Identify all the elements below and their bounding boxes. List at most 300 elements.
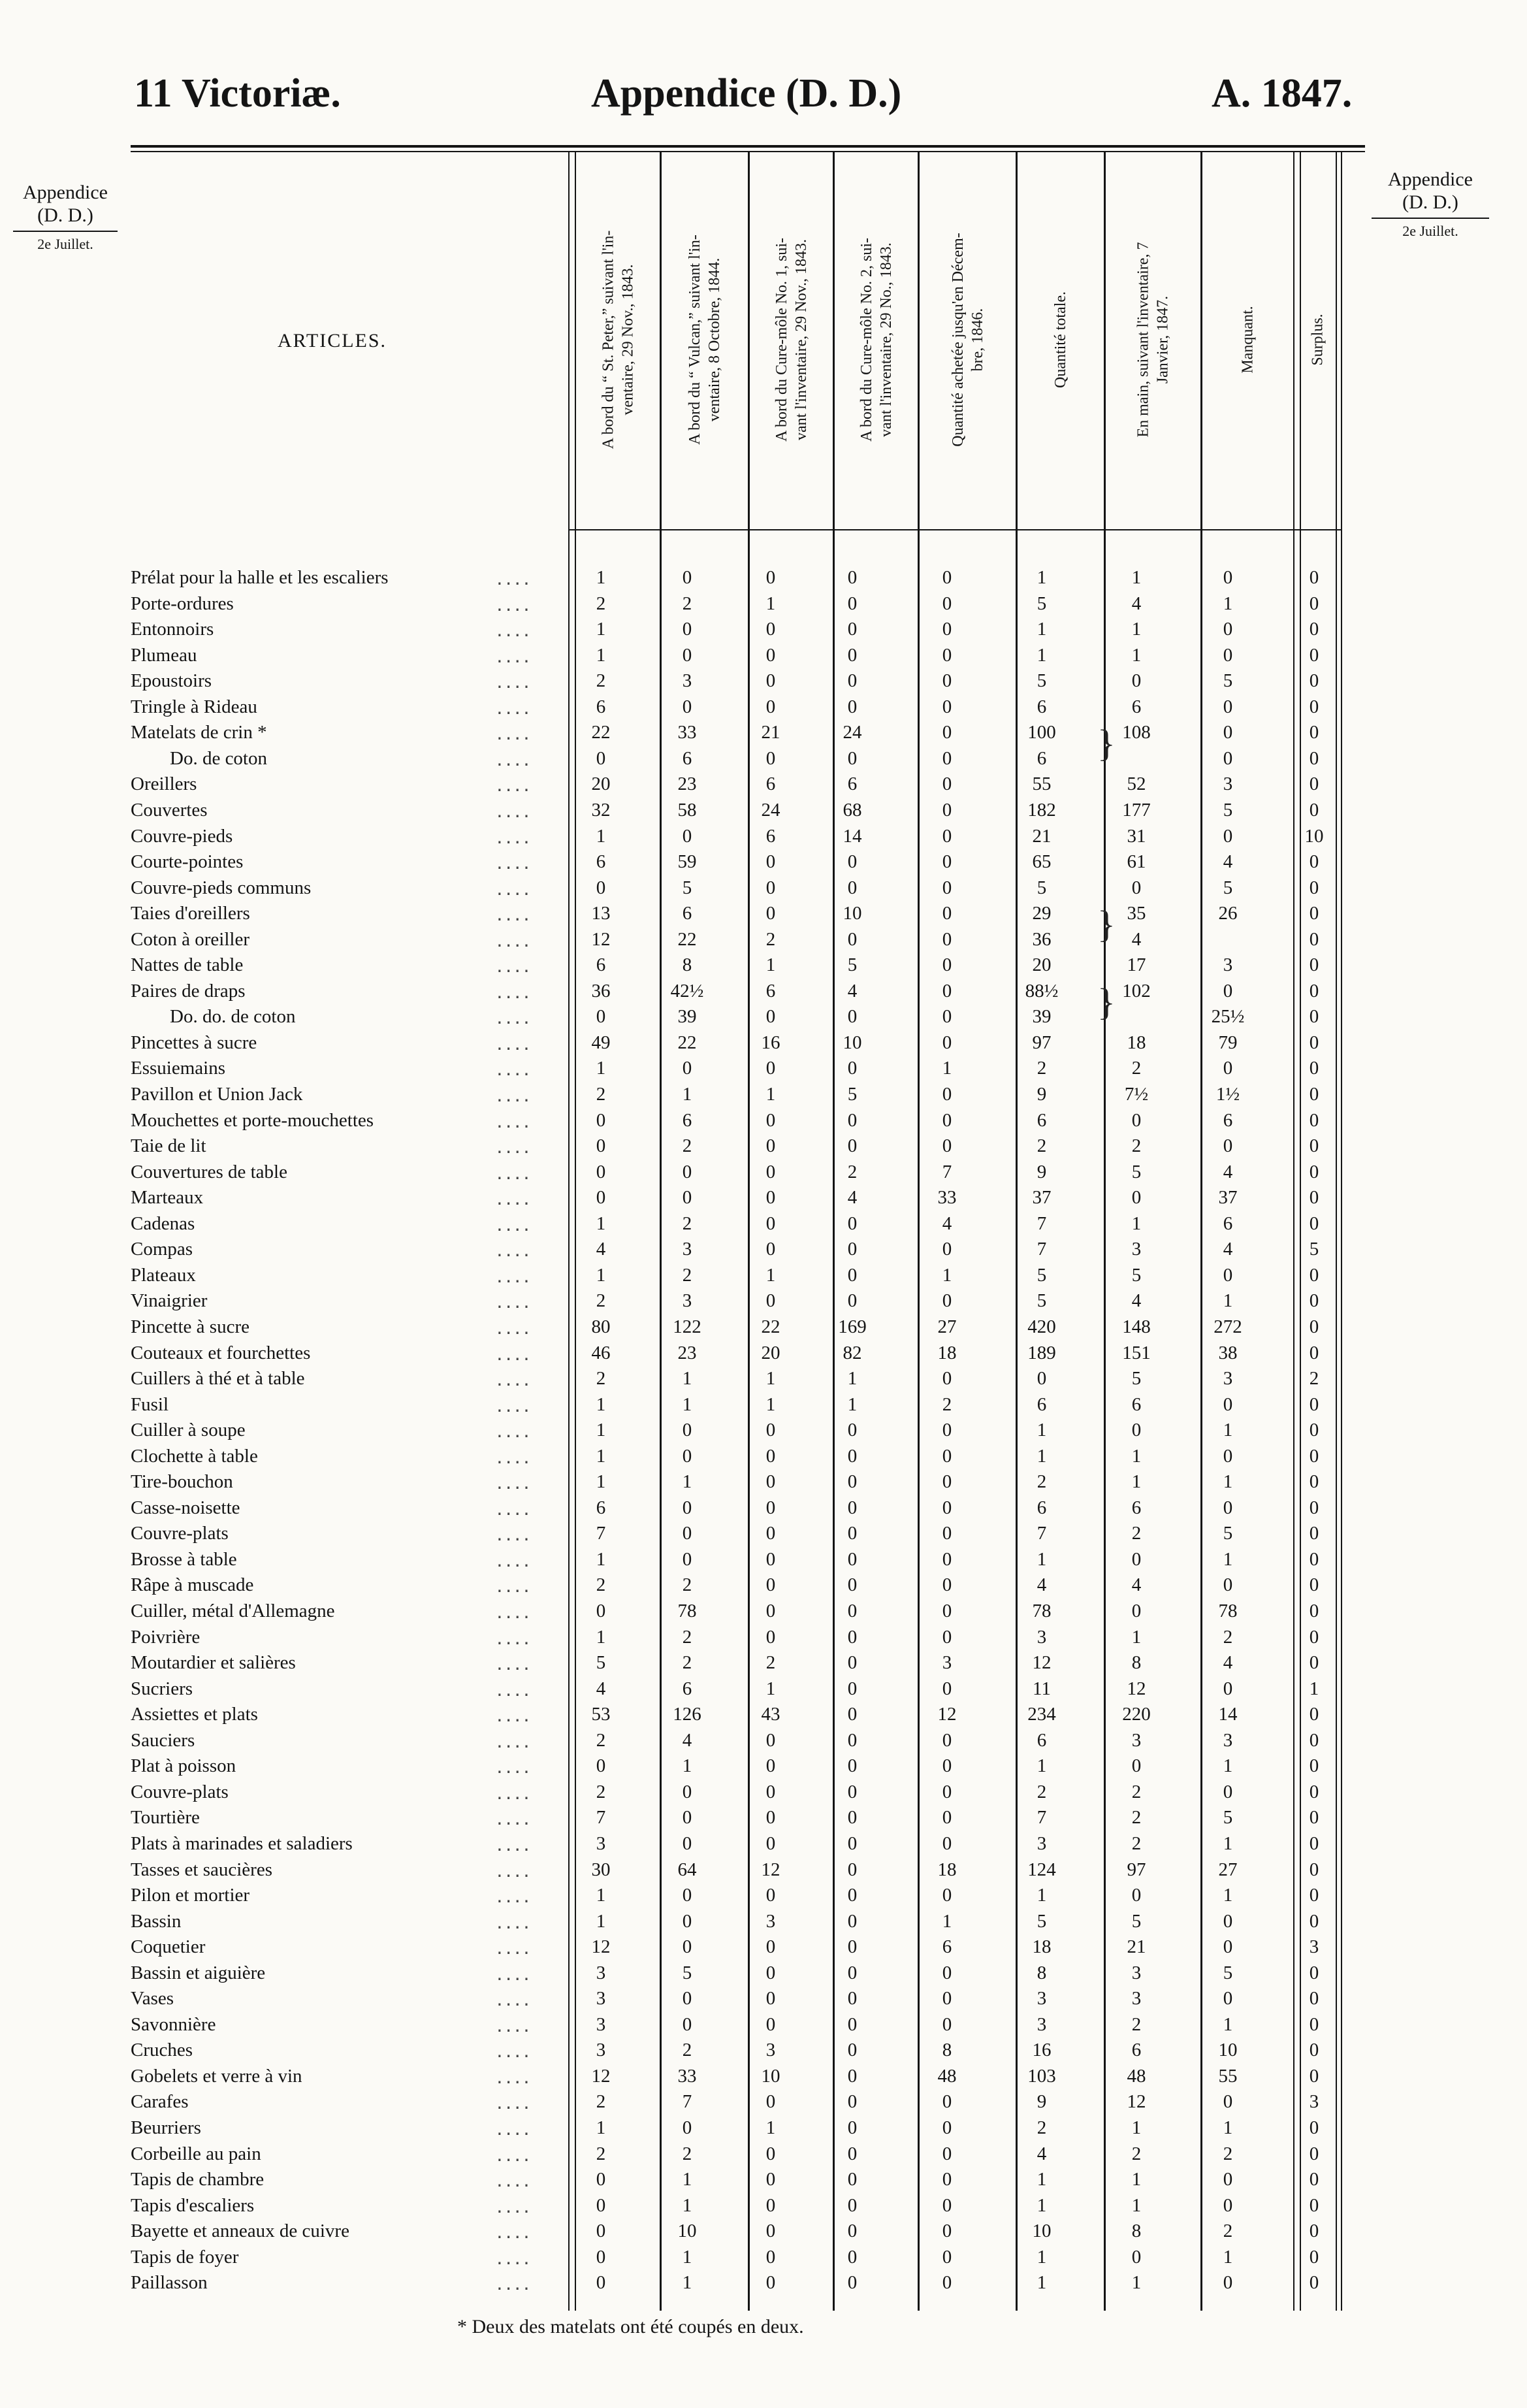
value-cell: 0	[765, 1936, 776, 1958]
dot-leader: ․․․․	[496, 1576, 532, 1597]
value-cell: 3	[682, 1239, 692, 1260]
value-cell: 2	[1131, 1781, 1142, 1802]
value-cell: 0	[1223, 1445, 1233, 1467]
value-cell: 0	[1309, 903, 1319, 924]
value-cell: 5	[1223, 799, 1233, 821]
value-cell: 0	[847, 1704, 858, 1725]
article-name: Courte-pointes	[131, 851, 244, 873]
value-cell: 2	[1037, 1471, 1047, 1493]
table-row	[131, 1420, 1372, 1446]
value-cell: 0	[765, 1109, 776, 1131]
value-cell: 2	[1223, 2143, 1233, 2164]
value-cell: 24	[761, 799, 780, 821]
value-cell: 0	[847, 1910, 858, 1932]
column-header: A bord du Cure-môle No. 2, sui- vant l'inventaire, 29 No., 1843.	[858, 238, 895, 442]
dot-leader: ․․․․	[496, 1343, 532, 1365]
value-cell: 0	[847, 1729, 858, 1751]
value-cell: 0	[847, 1936, 858, 1958]
value-cell: 0	[847, 1548, 858, 1570]
value-cell: 0	[847, 1755, 858, 1777]
value-cell: 0	[596, 2194, 606, 2216]
value-cell: 0	[1309, 2272, 1319, 2294]
value-cell: 4	[847, 1187, 858, 1209]
value-cell: 1	[942, 1264, 952, 1286]
value-cell: 10	[677, 2221, 697, 2242]
value-cell: 0	[942, 1497, 952, 1518]
value-cell: 5	[1223, 670, 1233, 692]
value-cell: 2	[596, 1084, 606, 1105]
value-cell: 12	[1127, 2091, 1146, 2113]
value-cell: 1	[1223, 593, 1233, 614]
value-cell: 1	[596, 1471, 606, 1493]
article-name: Do. de coton	[170, 747, 267, 769]
table-row	[131, 645, 1372, 671]
value-cell: 6	[765, 980, 776, 1001]
article-name: Vinaigrier	[131, 1290, 208, 1312]
table-row	[131, 1730, 1372, 1756]
dot-leader: ․․․․	[496, 1886, 532, 1908]
value-cell: 3	[1037, 1832, 1047, 1854]
value-cell: 12	[591, 928, 611, 950]
table-row	[131, 2143, 1372, 2170]
value-cell: 0	[942, 1626, 952, 1648]
article-name: Râpe à muscade	[131, 1574, 254, 1596]
value-cell: 0	[1309, 1264, 1319, 1286]
value-cell: 0	[765, 1574, 776, 1596]
value-cell: 0	[1309, 1032, 1319, 1053]
value-cell: 6	[1223, 1212, 1233, 1234]
value-cell: 4	[847, 980, 858, 1001]
article-name: Coquetier	[131, 1936, 206, 1958]
value-cell: 12	[591, 1936, 611, 1958]
value-cell: 1	[1131, 567, 1142, 588]
value-cell: 0	[847, 928, 858, 950]
value-cell: 0	[1309, 2194, 1319, 2216]
dot-leader: ․․․․	[496, 2119, 532, 2140]
article-name: Carafes	[131, 2091, 189, 2113]
value-cell: 8	[1037, 1962, 1047, 1983]
article-name: Essuiemains	[131, 1058, 225, 1079]
table-row	[131, 748, 1372, 774]
value-cell: 6	[596, 696, 606, 717]
value-cell: 1	[596, 1910, 606, 1932]
value-cell: 0	[847, 2143, 858, 2164]
value-cell: 2	[682, 2143, 692, 2164]
value-cell: 27	[937, 1316, 957, 1337]
value-cell: 1	[1223, 1290, 1233, 1312]
table-row	[131, 670, 1372, 696]
value-cell: 0	[847, 1807, 858, 1829]
value-cell: 18	[1032, 1936, 1052, 1958]
dot-leader: ․․․․	[496, 697, 532, 719]
value-cell: 6	[942, 1936, 952, 1958]
value-cell: 21	[1032, 825, 1052, 847]
value-cell: 4	[1223, 1239, 1233, 1260]
article-name: Do. do. de coton	[170, 1006, 296, 1028]
header-year: A. 1847.	[1212, 71, 1353, 116]
value-cell: 7½	[1124, 1084, 1149, 1105]
value-cell: 2	[1131, 1832, 1142, 1854]
value-cell: 0	[765, 1523, 776, 1544]
article-name: Plat à poisson	[131, 1755, 236, 1777]
value-cell: 3	[1223, 1368, 1233, 1390]
value-cell: 39	[677, 1006, 697, 1028]
value-cell: 0	[682, 619, 692, 640]
dot-leader: ․․․․	[496, 723, 532, 745]
value-cell: 0	[1309, 1832, 1319, 1854]
value-cell: 0	[942, 2091, 952, 2113]
dot-leader: ․․․․	[496, 1059, 532, 1081]
value-cell: 0	[847, 696, 858, 717]
value-cell: 0	[847, 1135, 858, 1157]
table-row	[131, 696, 1372, 723]
value-cell: 1	[596, 1548, 606, 1570]
value-cell: 0	[1309, 1755, 1319, 1777]
value-cell: 0	[1131, 1885, 1142, 1906]
dot-leader: ․․․․	[496, 1938, 532, 1959]
value-cell: 0	[1223, 2169, 1233, 2190]
value-cell: 5	[1223, 1523, 1233, 1544]
value-cell: 0	[942, 747, 952, 769]
value-cell: 1	[596, 1445, 606, 1467]
value-cell: 0	[1131, 877, 1142, 898]
value-cell: 8	[1131, 2221, 1142, 2242]
value-cell: 0	[942, 1368, 952, 1390]
value-cell: 0	[847, 1601, 858, 1621]
value-cell: 5	[1037, 1290, 1047, 1312]
value-cell: 3	[1037, 1988, 1047, 2009]
value-cell: 36	[591, 980, 611, 1001]
value-cell: 58	[677, 799, 697, 821]
value-cell: 1	[596, 1212, 606, 1234]
value-cell: 10	[843, 903, 862, 924]
value-cell: 4	[1223, 1652, 1233, 1674]
value-cell: 3	[1037, 2013, 1047, 2035]
dot-leader: ․․․․	[496, 594, 532, 615]
value-cell: 97	[1127, 1859, 1146, 1880]
table-row	[131, 954, 1372, 981]
value-cell: 0	[765, 1290, 776, 1312]
value-cell: 55	[1032, 773, 1052, 795]
value-cell: 65	[1032, 851, 1052, 873]
dot-leader: ․․․․	[496, 775, 532, 796]
value-cell: 1	[1131, 2169, 1142, 2190]
table-row	[131, 1006, 1372, 1032]
article-name: Plats à marinades et saladiers	[131, 1832, 353, 1854]
value-cell: 3	[1309, 1936, 1319, 1958]
value-cell: 2	[682, 2040, 692, 2061]
dot-leader: ․․․․	[496, 1731, 532, 1752]
table-row	[131, 1213, 1372, 1239]
column-header: Quantité achetée jusqu'en Décem- bre, 1846.	[949, 233, 986, 447]
value-cell: 0	[847, 1239, 858, 1260]
value-cell: 3	[596, 2013, 606, 2035]
value-cell: 0	[765, 2246, 776, 2268]
value-cell: 12	[937, 1704, 957, 1725]
value-cell: 0	[1309, 2246, 1319, 2268]
value-cell: 0	[596, 2246, 606, 2268]
value-cell: 126	[673, 1704, 701, 1725]
value-cell: 272	[1214, 1316, 1242, 1337]
value-cell: 20	[591, 773, 611, 795]
value-cell: 24	[843, 722, 862, 743]
value-cell: 1	[682, 1368, 692, 1390]
value-cell: 0	[847, 593, 858, 614]
article-name: Clochette à table	[131, 1445, 258, 1467]
dot-leader: ․․․․	[496, 1834, 532, 1855]
dot-leader: ․․․․	[496, 1137, 532, 1158]
dot-leader: ․․․․	[496, 1188, 532, 1210]
value-cell: 61	[1127, 851, 1146, 873]
value-cell: 0	[1309, 2040, 1319, 2061]
value-cell: 1	[1037, 619, 1047, 640]
dot-leader: ․․․․	[496, 1292, 532, 1313]
value-cell: 0	[765, 2143, 776, 2164]
value-cell: 0	[1309, 567, 1319, 588]
value-cell: 0	[1223, 1135, 1233, 1157]
value-cell: 0	[942, 1420, 952, 1441]
value-cell: 22	[677, 928, 697, 950]
value-cell: 1	[1223, 1755, 1233, 1777]
value-cell: 1	[1223, 1420, 1233, 1441]
value-cell: 0	[942, 696, 952, 717]
left-margin-subtitle: (D. D.)	[37, 204, 93, 226]
value-cell: 1	[1037, 644, 1047, 666]
value-cell: 151	[1122, 1342, 1151, 1363]
value-cell: 42½	[670, 980, 704, 1001]
value-cell: 2	[682, 1574, 692, 1596]
value-cell: 1	[765, 1678, 776, 1699]
value-cell: 0	[1309, 1109, 1319, 1131]
table-row	[131, 2066, 1372, 2092]
value-cell: 0	[1309, 2143, 1319, 2164]
value-cell: 100	[1027, 722, 1056, 743]
value-cell: 2	[1131, 1807, 1142, 1829]
dot-leader: ․․․․	[496, 1162, 532, 1184]
table-row	[131, 2040, 1372, 2066]
value-cell: 7	[942, 1161, 952, 1182]
value-cell: 23	[677, 1342, 697, 1363]
right-margin-date: 2e Juillet.	[1402, 223, 1458, 239]
value-cell: 9	[1037, 1161, 1047, 1182]
value-cell: 0	[847, 1445, 858, 1467]
value-cell: 78	[677, 1601, 697, 1621]
value-cell: 0	[1309, 747, 1319, 769]
value-cell: 0	[942, 2221, 952, 2242]
value-cell: 0	[1309, 696, 1319, 717]
value-cell: 7	[682, 2091, 692, 2113]
table-row	[131, 722, 1372, 748]
value-cell: 0	[1309, 1781, 1319, 1802]
value-cell: 0	[942, 2272, 952, 2294]
value-cell: 1	[942, 1058, 952, 1079]
value-cell: 0	[765, 1212, 776, 1234]
value-cell: 5	[596, 1652, 606, 1674]
value-cell: 1	[1131, 1212, 1142, 1234]
value-cell: 0	[847, 567, 858, 588]
value-cell: 0	[682, 1832, 692, 1854]
value-cell: 33	[677, 722, 697, 743]
value-cell: 1	[1037, 1445, 1047, 1467]
value-cell: 2	[1131, 1135, 1142, 1157]
table-row	[131, 1316, 1372, 1342]
value-cell: 1	[596, 825, 606, 847]
value-cell: 43	[761, 1704, 780, 1725]
dot-leader: ․․․․	[496, 1369, 532, 1391]
value-cell: 0	[1309, 1393, 1319, 1415]
dot-leader: ․․․․	[496, 2170, 532, 2192]
table-row	[131, 1574, 1372, 1601]
dot-leader: ․․․․	[496, 1498, 532, 1520]
value-cell: 0	[596, 1187, 606, 1209]
table-row	[131, 1110, 1372, 1136]
dot-leader: ․․․․	[496, 878, 532, 900]
value-cell: 20	[761, 1342, 780, 1363]
value-cell: 0	[765, 2272, 776, 2294]
value-cell: 0	[942, 903, 952, 924]
value-cell: 0	[847, 1781, 858, 1802]
value-cell: 8	[1131, 1652, 1142, 1674]
value-cell: 0	[682, 1445, 692, 1467]
value-cell: 2	[596, 1781, 606, 1802]
value-cell: 0	[1309, 980, 1319, 1001]
value-cell: 0	[942, 1239, 952, 1260]
value-cell: 2	[682, 1212, 692, 1234]
value-cell: 7	[596, 1807, 606, 1829]
article-name: Oreillers	[131, 773, 197, 795]
table-row	[131, 1885, 1372, 1911]
value-cell: 7	[596, 1523, 606, 1544]
value-cell: 0	[847, 1523, 858, 1544]
value-cell: 35	[1127, 903, 1146, 924]
value-cell: 2	[596, 1368, 606, 1390]
value-cell: 1	[596, 1885, 606, 1906]
value-cell: 0	[1309, 644, 1319, 666]
table-row	[131, 773, 1372, 800]
dot-leader: ․․․․	[496, 749, 532, 770]
dot-leader: ․․․․	[496, 956, 532, 977]
value-cell: 1	[682, 2246, 692, 2268]
column-header: A bord du “ St. Peter,” suivant l'in- ventaire, 29 Nov., 1843.	[600, 230, 637, 449]
value-cell: 0	[1037, 1368, 1047, 1390]
value-cell: 3	[765, 2040, 776, 2061]
value-cell: 6	[847, 773, 858, 795]
value-cell: 0	[942, 722, 952, 743]
dot-leader: ․․․․	[496, 1421, 532, 1442]
value-cell: 0	[1309, 1548, 1319, 1570]
value-cell: 27	[1218, 1859, 1238, 1880]
value-cell: 1	[682, 1084, 692, 1105]
value-cell: 1	[765, 2117, 776, 2138]
value-cell: 0	[596, 877, 606, 898]
value-cell: 0	[847, 1058, 858, 1079]
value-cell: 1	[765, 593, 776, 614]
value-cell: 8	[942, 2040, 952, 2061]
value-cell: 0	[765, 1962, 776, 1983]
column-header: A bord du Cure-môle No. 1, sui- vant l'inventaire, 29 Nov., 1843.	[773, 238, 810, 442]
article-name: Couvre-pieds communs	[131, 877, 312, 898]
value-cell: 1	[765, 1264, 776, 1286]
value-cell: 0	[765, 619, 776, 640]
table-row	[131, 1032, 1372, 1058]
value-cell: 1	[1223, 2117, 1233, 2138]
value-cell: 420	[1027, 1316, 1056, 1337]
value-cell: 0	[1309, 2221, 1319, 2242]
value-cell: 1	[1037, 2169, 1047, 2190]
article-name: Casse-noisette	[131, 1497, 240, 1518]
value-cell: 0	[765, 1161, 776, 1182]
value-cell: 3	[1131, 1239, 1142, 1260]
value-cell: 2	[1037, 2117, 1047, 2138]
dot-leader: ․․․․	[496, 672, 532, 693]
article-name: Beurriers	[131, 2117, 201, 2138]
article-name: Pincettes à sucre	[131, 1032, 257, 1053]
value-cell: 0	[847, 619, 858, 640]
value-cell: 0	[596, 1109, 606, 1131]
right-margin-note	[1365, 169, 1496, 239]
value-cell: 1	[1131, 2117, 1142, 2138]
table-row	[131, 903, 1372, 929]
value-cell: 0	[682, 1523, 692, 1544]
value-cell: 2	[1037, 1058, 1047, 1079]
table-row	[131, 1446, 1372, 1472]
grouping-brace: }	[1097, 903, 1116, 946]
value-cell: 0	[765, 1006, 776, 1028]
value-cell: 0	[765, 1988, 776, 2009]
dot-leader: ․․․․	[496, 853, 532, 874]
article-name: Paillasson	[131, 2272, 208, 2294]
value-cell: 4	[682, 1729, 692, 1751]
value-cell: 21	[761, 722, 780, 743]
value-cell: 0	[942, 2143, 952, 2164]
value-cell: 18	[937, 1859, 957, 1880]
value-cell: 1	[682, 1393, 692, 1415]
value-cell: 0	[1309, 1885, 1319, 1906]
value-cell: 0	[1309, 1316, 1319, 1337]
value-cell: 0	[1309, 1859, 1319, 1880]
value-cell: 0	[942, 877, 952, 898]
value-cell: 0	[1309, 1420, 1319, 1441]
dot-leader: ․․․․	[496, 2041, 532, 2062]
dot-leader: ․․․․	[496, 1653, 532, 1675]
value-cell: 6	[596, 954, 606, 976]
value-cell: 0	[1309, 1729, 1319, 1751]
value-cell: 0	[942, 2013, 952, 2035]
value-cell: 0	[596, 1755, 606, 1777]
table-row	[131, 1859, 1372, 1885]
value-cell: 0	[1223, 1678, 1233, 1699]
value-cell: 21	[1127, 1936, 1146, 1958]
value-cell: 0	[1223, 1497, 1233, 1518]
value-cell: 1	[765, 1393, 776, 1415]
table-row	[131, 1497, 1372, 1523]
value-cell: 108	[1122, 722, 1151, 743]
value-cell: 0	[1131, 1187, 1142, 1209]
value-cell: 0	[942, 1988, 952, 2009]
value-cell: 0	[847, 2091, 858, 2113]
value-cell: 0	[1223, 567, 1233, 588]
dot-leader: ․․․․	[496, 2015, 532, 2036]
value-cell: 22	[761, 1316, 780, 1337]
value-cell: 2	[1037, 1135, 1047, 1157]
value-cell: 0	[1309, 877, 1319, 898]
value-cell: 2	[1131, 2143, 1142, 2164]
value-cell: 11	[1033, 1678, 1051, 1699]
value-cell: 0	[942, 1885, 952, 1906]
value-cell: 4	[1037, 2143, 1047, 2164]
article-name: Pavillon et Union Jack	[131, 1084, 303, 1105]
value-cell: 0	[1309, 1601, 1319, 1621]
